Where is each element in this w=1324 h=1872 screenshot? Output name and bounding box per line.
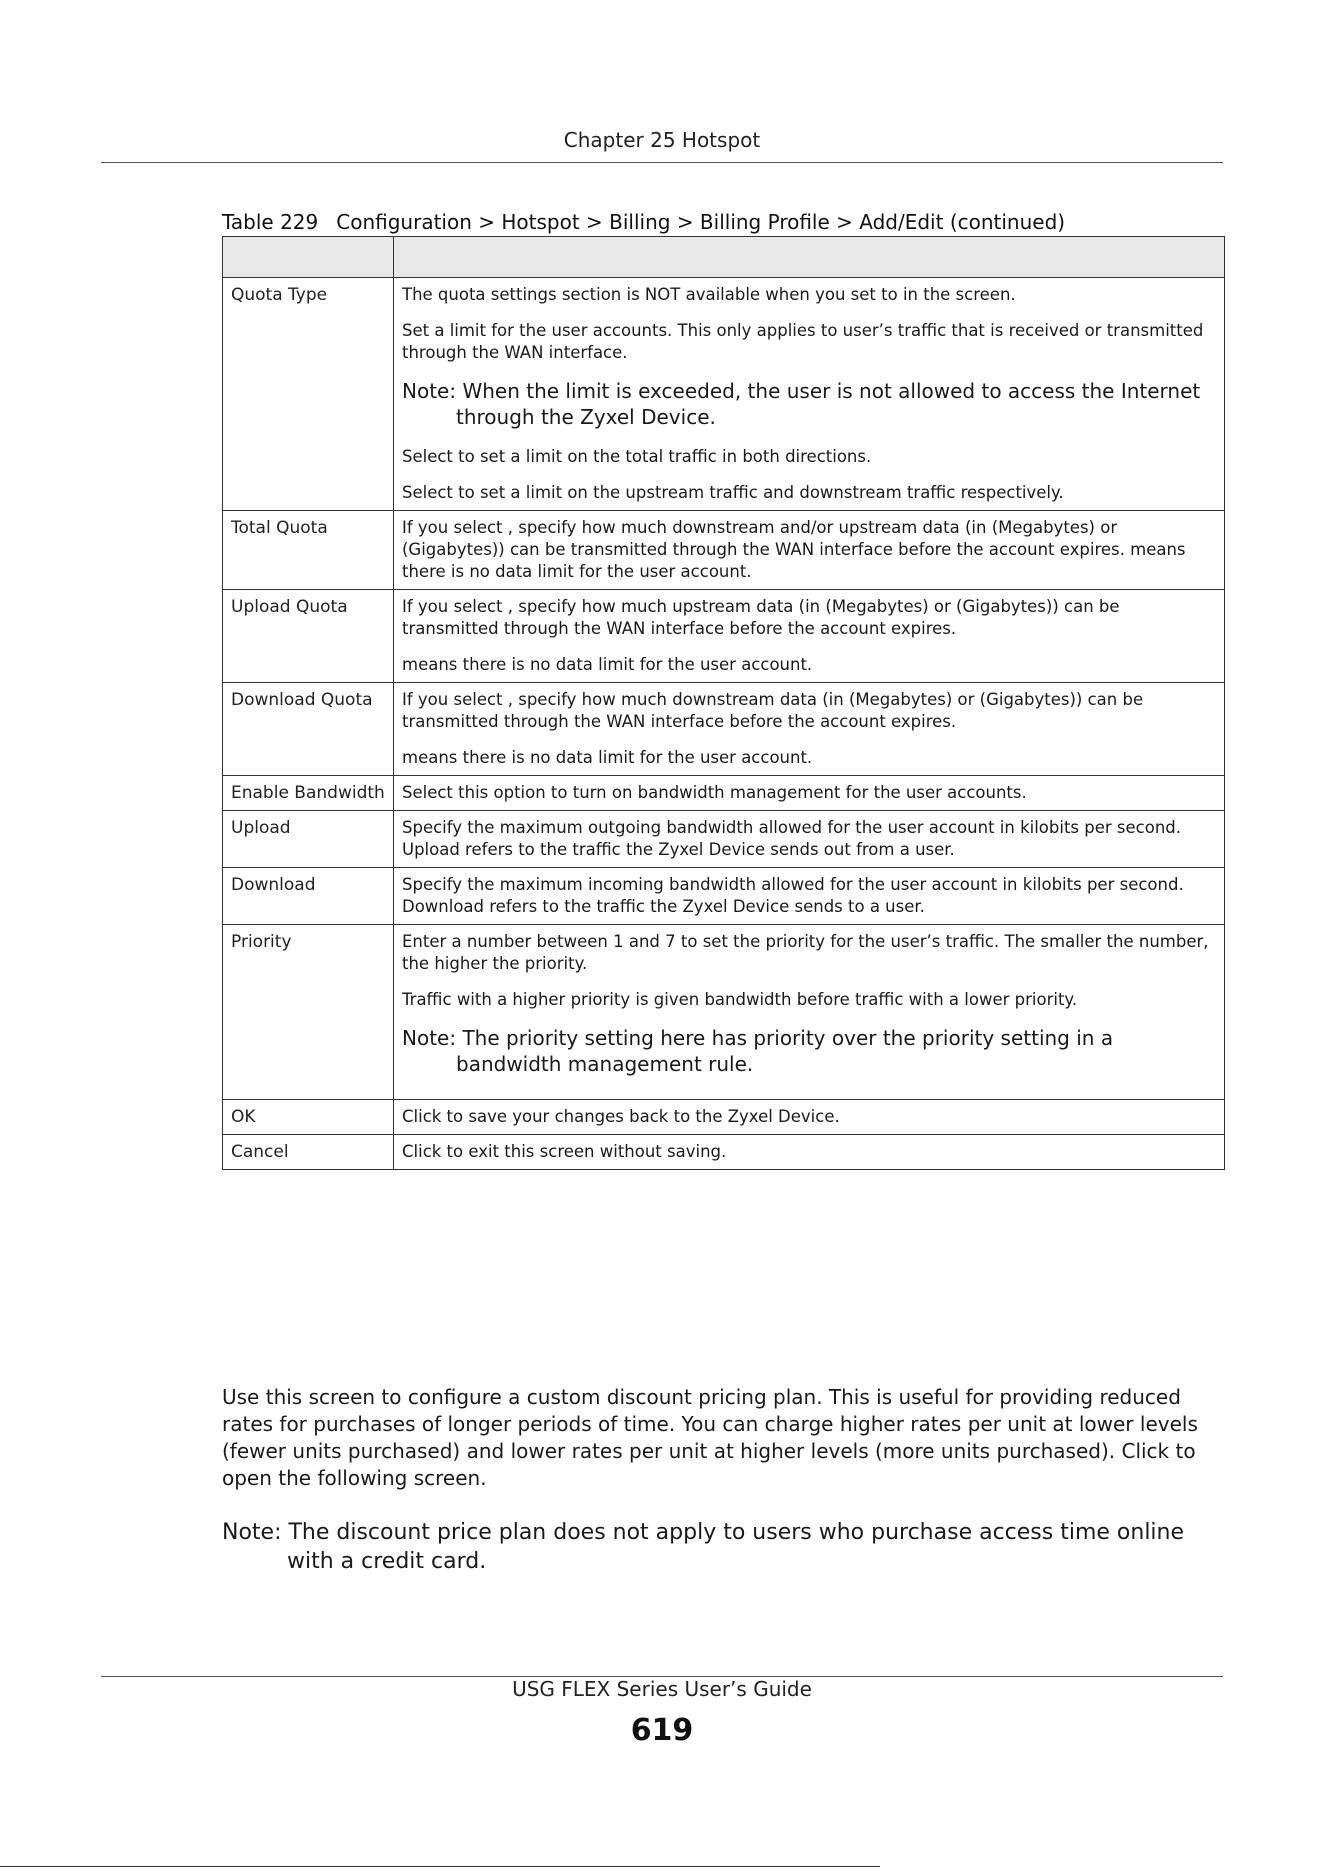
row-paragraph: Select this option to turn on bandwidth management for the user accounts. xyxy=(402,783,1027,802)
row-description xyxy=(394,811,1225,868)
row-paragraph: Specify the maximum incoming bandwidth allowed for the user account in kilobits per second. Download refers to the traffic the Zyxel Device sends to a user. xyxy=(402,875,1184,916)
row-label: Enable Bandwidth xyxy=(223,776,394,811)
table-header-description xyxy=(394,237,1225,278)
row-paragraph: If you select , specify how much downstream data (in (Megabytes) or (Gigabytes)) can be transmitted through the WAN interface before the account expires. xyxy=(402,690,1144,731)
row-paragraph: Click to save your changes back to the Zyxel Device. xyxy=(402,1107,840,1126)
row-paragraph: The quota settings section is NOT available when you set to in the screen. xyxy=(402,285,1016,304)
table-row xyxy=(223,683,1225,776)
table-row xyxy=(223,925,1225,1100)
row-paragraph: Click to exit this screen without saving. xyxy=(402,1142,727,1161)
row-label: Upload Quota xyxy=(223,590,394,683)
spec-table xyxy=(222,236,1225,1170)
row-description xyxy=(394,683,1225,776)
row-label: Upload xyxy=(223,811,394,868)
row-paragraph: Select to set a limit on the total traffic in both directions. xyxy=(402,447,872,466)
table-row xyxy=(223,1100,1225,1135)
table-row xyxy=(223,868,1225,925)
row-label: Download xyxy=(223,868,394,925)
row-paragraph: means there is no data limit for the user account. xyxy=(402,655,813,674)
row-label: Total Quota xyxy=(223,511,394,590)
table-header-label xyxy=(223,237,394,278)
row-paragraph: If you select , specify how much upstream data (in (Megabytes) or (Gigabytes)) can be transmitted through the WAN interface before the account expires. xyxy=(402,597,1120,638)
row-paragraph: Specify the maximum outgoing bandwidth allowed for the user account in kilobits per second. Upload refers to the traffic the Zyxel Device sends out from a user. xyxy=(402,818,1182,859)
row-description xyxy=(394,1100,1225,1135)
section-note: Note: The discount price plan does not apply to users who purchase access time online with a credit card. xyxy=(222,1520,1185,1574)
table-row xyxy=(223,278,1225,511)
row-description xyxy=(394,776,1225,811)
table-row xyxy=(223,590,1225,683)
table-caption-text: Configuration > Hotspot > Billing > Billing Profile > Add/Edit (continued) xyxy=(336,210,1066,234)
table-row xyxy=(223,511,1225,590)
row-paragraph: Set a limit for the user accounts. This only applies to user’s traffic that is received or transmitted through the WAN interface. xyxy=(402,321,1204,362)
row-paragraph: Traffic with a higher priority is given bandwidth before traffic with a lower priority. xyxy=(402,990,1078,1009)
row-paragraph: Enter a number between 1 and 7 to set the priority for the user’s traffic. The smaller the number, the higher the priority. xyxy=(402,932,1209,973)
row-label: Cancel xyxy=(223,1135,394,1170)
row-note: Note: The priority setting here has priority over the priority setting in a bandwidth management rule. xyxy=(402,1026,1114,1076)
bottom-edge-line xyxy=(0,1866,880,1867)
table-row xyxy=(223,776,1225,811)
row-paragraph: means there is no data limit for the user account. xyxy=(402,748,813,767)
row-description xyxy=(394,1135,1225,1170)
row-label: Priority xyxy=(223,925,394,1100)
header-rule xyxy=(101,162,1223,163)
row-description xyxy=(394,925,1225,1100)
row-paragraph: If you select , specify how much downstream and/or upstream data (in (Megabytes) or (Gigabytes)) can be transmitted through the WAN interface before the account expires. means there is no data limit for the user account. xyxy=(402,518,1186,581)
table-row xyxy=(223,1135,1225,1170)
table-row xyxy=(223,811,1225,868)
table-caption-number: Table 229 xyxy=(222,210,319,234)
table-caption xyxy=(222,210,1065,234)
row-description xyxy=(394,590,1225,683)
row-label: OK xyxy=(223,1100,394,1135)
row-description xyxy=(394,511,1225,590)
row-description xyxy=(394,278,1225,511)
row-label: Quota Type xyxy=(223,278,394,511)
row-note: Note: When the limit is exceeded, the user is not allowed to access the Internet through the Zyxel Device. xyxy=(402,379,1201,429)
table-header-row xyxy=(223,237,1225,278)
chapter-header: Chapter 25 Hotspot xyxy=(563,128,761,152)
section-body: Use this screen to configure a custom discount pricing plan. This is useful for providing reduced rates for purchases of longer periods of time. You can charge higher rates per unit at lower levels (fewer units purchased) and lower rates per unit at higher levels (more units purchased). Click to open the following screen. xyxy=(222,1385,1198,1490)
row-label: Download Quota xyxy=(223,683,394,776)
row-description xyxy=(394,868,1225,925)
row-paragraph: Select to set a limit on the upstream traffic and downstream traffic respectively. xyxy=(402,483,1064,502)
guide-title: USG FLEX Series User’s Guide xyxy=(512,1677,812,1701)
page-number: 619 xyxy=(630,1713,694,1748)
